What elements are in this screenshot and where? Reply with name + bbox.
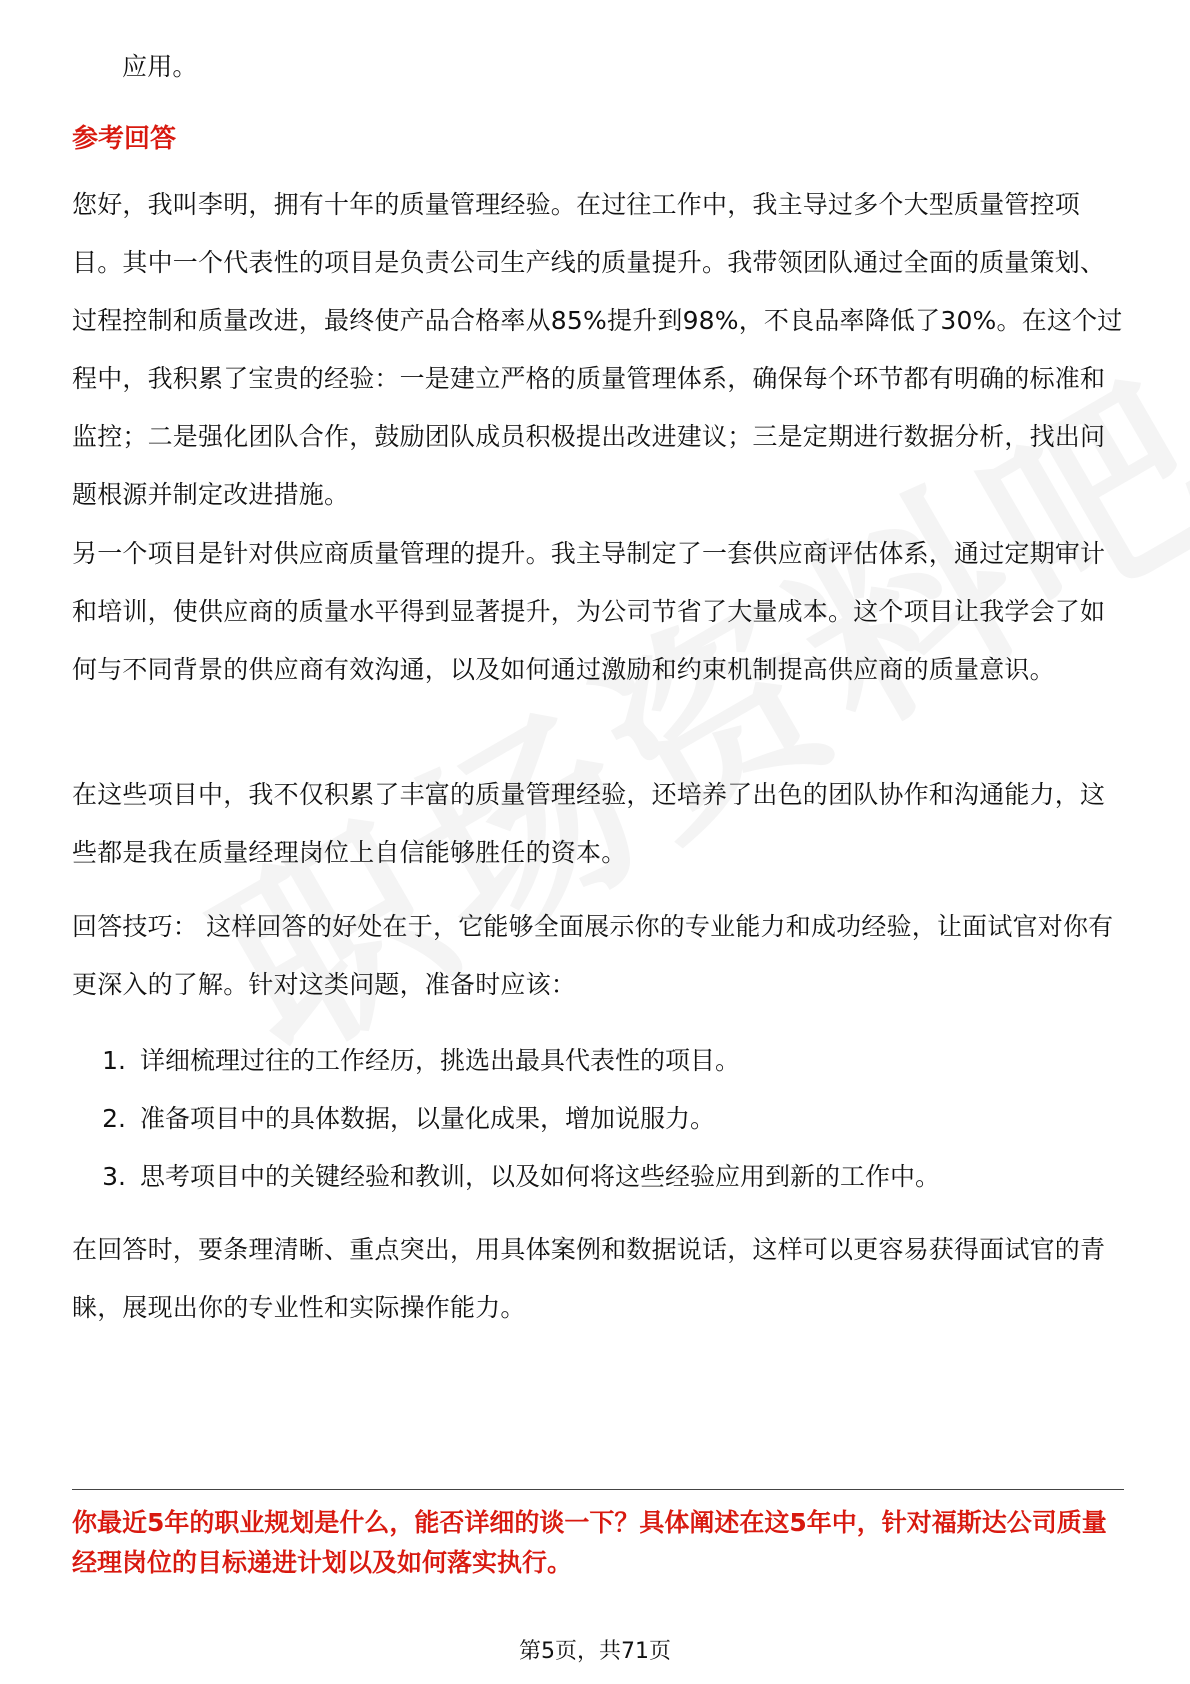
tips-intro-paragraph: 回答技巧： 这样回答的好处在于，它能够全面展示你的专业能力和成功经验，让面试官对你有更深入的了解。针对这类问题，准备时应该： bbox=[72, 912, 1114, 999]
page-number-footer: 第5页，共71页 bbox=[519, 1639, 671, 1664]
list-item-text: 准备项目中的具体数据，以量化成果，增加说服力。 bbox=[140, 1104, 716, 1133]
answer-paragraph-3: 在这些项目中，我不仅积累了丰富的质量管理经验，还培养了出色的团队协作和沟通能力，这些都是我在质量经理岗位上自信能够胜任的资本。 bbox=[72, 780, 1106, 867]
closing-paragraph: 在回答时，要条理清晰、重点突出，用具体案例和数据说话，这样可以更容易获得面试官的青睐，展现出你的专业性和实际操作能力。 bbox=[72, 1235, 1106, 1322]
list-item bbox=[72, 1032, 1112, 1090]
answer-heading: 参考回答 bbox=[72, 124, 177, 154]
tips-list bbox=[72, 1032, 1112, 1206]
list-item bbox=[72, 1148, 1112, 1206]
list-item-number: 2. bbox=[102, 1104, 126, 1133]
intro-tail-text: 应用。 bbox=[122, 52, 198, 81]
next-question-heading: 你最近5年的职业规划是什么，能否详细的谈一下？具体阐述在这5年中，针对福斯达公司质量经理岗位的目标递进计划以及如何落实执行。 bbox=[72, 1508, 1107, 1577]
answer-paragraph-2: 另一个项目是针对供应商质量管理的提升。我主导制定了一套供应商评估体系，通过定期审计和培训，使供应商的质量水平得到显著提升，为公司节省了大量成本。这个项目让我学会了如何与不同背景的供应商有效沟通，以及如何通过激励和约束机制提高供应商的质量意识。 bbox=[72, 539, 1106, 684]
section-divider bbox=[72, 1489, 1124, 1490]
answer-paragraph-1: 您好，我叫李明，拥有十年的质量管理经验。在过往工作中，我主导过多个大型质量管控项目。其中一个代表性的项目是负责公司生产线的质量提升。我带领团队通过全面的质量策划、过程控制和质量改进，最终使产品合格率从85%提升到98%，不良品率降低了30%。在这个过程中，我积累了宝贵的经验：一是建立严格的质量管理体系，确保每个环节都有明确的标准和监控；二是强化团队合作，鼓励团队成员积极提出改进建议；三是定期进行数据分析，找出问题根源并制定改进措施。 bbox=[72, 190, 1123, 509]
list-item-number: 3. bbox=[102, 1162, 126, 1191]
list-item-text: 思考项目中的关键经验和教训，以及如何将这些经验应用到新的工作中。 bbox=[140, 1162, 941, 1191]
list-item-text: 详细梳理过往的工作经历，挑选出最具代表性的项目。 bbox=[140, 1046, 741, 1075]
list-item-number: 1. bbox=[102, 1046, 126, 1075]
list-item bbox=[72, 1090, 1112, 1148]
